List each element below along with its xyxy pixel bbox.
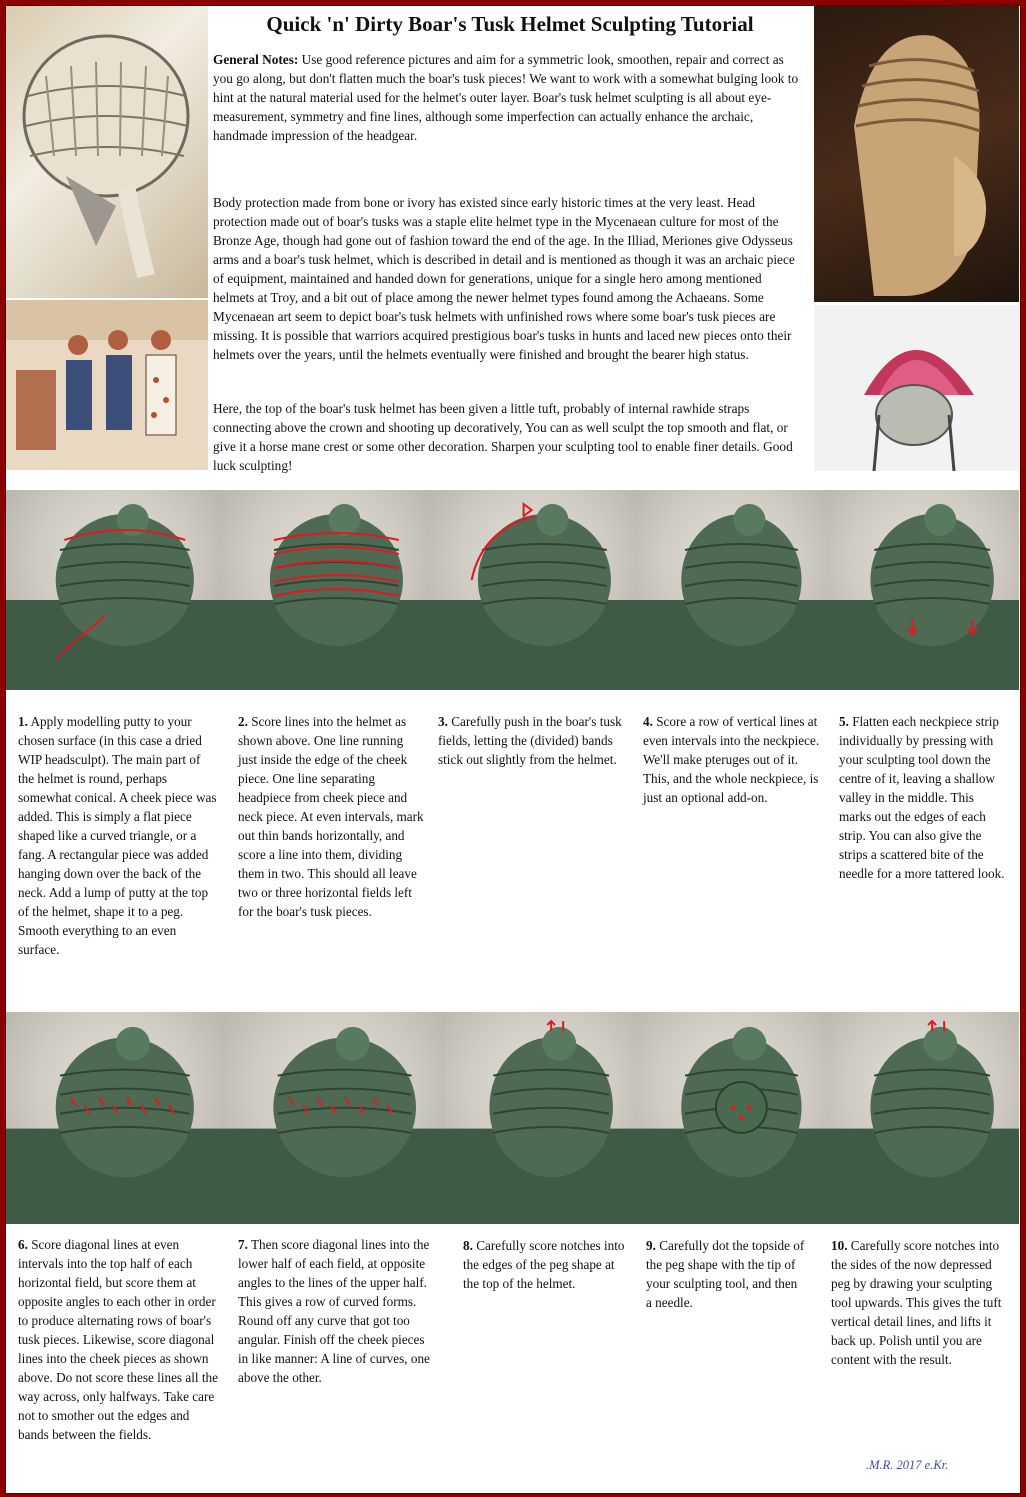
step-caption-5: 5. Flatten each neckpiece strip individually by pressing with your sculpting tool down the centre of it, leaving a shallow valley in the middle. This marks out the edges of each strip. You can also give the strips a scattered bite of the needle for a more tattered look. — [839, 714, 1005, 881]
step-photo-2 — [222, 490, 430, 690]
step-photo-5 — [826, 490, 1019, 690]
step-caption-6: 6. Score diagonal lines at even intervals into the top half of each horizontal field, but score them at opposite angles to each other in order to produce alternating rows of boar's tusk pieces. Likewise, score diagonal lines into the cheek pieces as shown above. Do not score these lines all the way across, only halfways. Take care not to smother out the edges and bands between the fields. — [18, 1237, 218, 1442]
general-notes-text: Use good reference pictures and aim for a symmetric look, smoothen, repair and correct as you go along, but don't flatten much the boar's tusk pieces! We want to work with a somewhat bulging look to hint at the natural material used for the helmet's outer layer. Boar's tusk helmet sculpting is all about eye-measurement, symmetry and fine lines, although some imperfection can actually enhance the archaic, handmade impression of the headgear. — [213, 52, 799, 143]
signature: .M.R. 2017 e.Kr. — [866, 1458, 949, 1472]
step-caption-4: 4. Score a row of vertical lines at even intervals into the neckpiece. We'll make pteruges out of it. This, and the whole neckpiece, is just an optional add-on. — [643, 714, 820, 805]
step-photo-6 — [6, 1012, 222, 1224]
page-title: Quick 'n' Dirty Boar's Tusk Helmet Sculpting Tutorial — [266, 12, 754, 36]
step-photo-9 — [638, 1012, 826, 1224]
ivory-helmet-photo — [6, 6, 208, 298]
step-caption-2: 2. Score lines into the helmet as shown above. One line running just inside the edge of the cheek piece. One line separating headpiece from cheek piece and neck piece. At even intervals, mark out thin bands horizontally, and score a line into them, dividing them in two. This should all leave two or three horizontal fields left for the boar's tusk pieces. — [238, 714, 424, 919]
crested-helmet-photo — [814, 305, 1019, 471]
step-caption-10: 10. Carefully score notches into the sides of the now depressed peg by drawing your sculpting tool upwards. This gives the tuft vertical detail lines, and lifts it back up. Polish until you are content with the result. — [831, 1238, 1002, 1367]
step-caption-3: 3. Carefully push in the boar's tusk fields, letting the (divided) bands stick out slightly from the helmet. — [438, 714, 622, 767]
step-caption-8: 8. Carefully score notches into the edges of the peg shape at the top of the helmet. — [463, 1238, 625, 1291]
ivory-head-photo — [814, 6, 1019, 302]
step-photo-4 — [638, 490, 826, 690]
step-caption-9: 9. Carefully dot the topside of the peg shape with the tip of your sculpting tool, and then a needle. — [646, 1238, 805, 1310]
step-photo-8 — [445, 1012, 638, 1224]
tuft-paragraph: Here, the top of the boar's tusk helmet has been given a little tuft, probably of internal rawhide straps connecting above the crown and shooting up decoratively, You can as well sculpt the top smooth and flat, or give it a horse mane crest or some other decoration. Sharpen your sculpting tool to enable finer details. Good luck sculpting! — [213, 401, 793, 473]
step-caption-7: 7. Then score diagonal lines into the lower half of each field, at opposite angles to the lines of the upper half. This gives a row of curved forms. Round off any curve that got too angular. Finish off the cheek pieces in like manner: A line of curves, one above the other. — [238, 1237, 430, 1385]
general-notes-label: General Notes: — [213, 52, 299, 67]
step-caption-1: 1. Apply modelling putty to your chosen surface (in this case a dried WIP headsculpt). The main part of the helmet is round, perhaps somewhat conical. A cheek piece was added. This is simply a flat piece shaped like a curved triangle, or a fang. A rectangular piece was added hanging down over the back of the neck. Add a lump of putty at the top of the helmet, shape it to a peg. Smooth everything to an even surface. — [18, 714, 217, 957]
step-photo-3 — [430, 490, 638, 690]
step-photo-1 — [6, 490, 222, 690]
fresco-warriors-photo — [6, 300, 208, 470]
step-photo-7 — [222, 1012, 445, 1224]
history-paragraph: Body protection made from bone or ivory has existed since early historic times at the very least. Head protection made out of boar's tusks was a staple elite helmet type in the Mycenaean culture for most of the Bronze Age, though had gone out of fashion toward the end of the age. In the Illiad, Meriones give Odysseus arms and a boar's tusk helmet, which is described in detail and is mentioned as though it was an archaic piece of equipment, maintained and handed down for generations, unique for a single hero among mentioned helmets at Troy, and a bit out of place among the newer helmet types found among the Achaeans. Some Mycenaean art seem to depict boar's tusk helmets with unfinished rows where some boar's tusk pieces are missing. It is possible that warriors acquired prestigious boar's tusks in hunts and laced new pieces onto their helmets over the years, until the helmets eventually were finished and brought the bearer high status. — [213, 195, 795, 362]
general-notes — [213, 50, 803, 145]
step-photo-10 — [826, 1012, 1019, 1224]
